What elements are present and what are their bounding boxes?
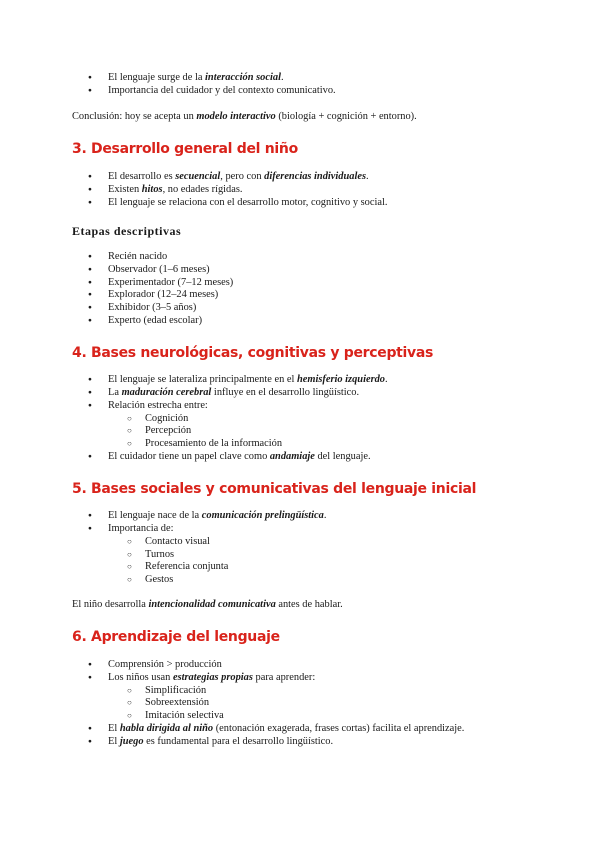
- list-item: ● Importancia de:: [108, 523, 174, 536]
- stage-item: ● Experimentador (7–12 meses): [108, 277, 233, 290]
- list-item: ● Comprensión > producción: [108, 659, 222, 672]
- stage-item: ● Exhibidor (3–5 años): [108, 302, 196, 315]
- list-item: ● El juego es fundamental para el desarrollo lingüístico.: [108, 736, 333, 749]
- section-5-paragraph: El niño desarrolla intencionalidad comunicativa antes de hablar.: [72, 599, 343, 610]
- stage-item: ● Recién nacido: [108, 251, 167, 264]
- section-4-heading: 4. Bases neurológicas, cognitivas y perceptivas: [72, 345, 434, 361]
- sub-list-item: ○ Gestos: [145, 574, 173, 587]
- sub-list-item: ○ Contacto visual: [145, 536, 210, 549]
- stage-item: ● Experto (edad escolar): [108, 315, 202, 328]
- list-item: ● Existen hitos, no edades rígidas.: [108, 184, 243, 197]
- sub-list-item: ○ Simplificación: [145, 685, 206, 698]
- section-6-heading: 6. Aprendizaje del lenguaje: [72, 629, 280, 645]
- list-item: ● El lenguaje surge de la interacción social.: [108, 72, 284, 85]
- list-item: ● El lenguaje se relaciona con el desarrollo motor, cognitivo y social.: [108, 197, 387, 210]
- sub-list-item: ○ Turnos: [145, 549, 174, 562]
- list-item: ● Importancia del cuidador y del contexto comunicativo.: [108, 85, 336, 98]
- section-3-heading: 3. Desarrollo general del niño: [72, 141, 298, 157]
- list-item: ● El cuidador tiene un papel clave como andamiaje del lenguaje.: [108, 451, 371, 464]
- list-item: ● El desarrollo es secuencial, pero con diferencias individuales.: [108, 171, 369, 184]
- list-item: ● Relación estrecha entre:: [108, 400, 208, 413]
- sub-list-item: ○ Procesamiento de la información: [145, 438, 282, 451]
- stage-item: ● Explorador (12–24 meses): [108, 289, 218, 302]
- list-item: ● El lenguaje nace de la comunicación prelingüística.: [108, 510, 326, 523]
- list-item: ● El habla dirigida al niño (entonación exagerada, frases cortas) facilita el aprendizaje.: [108, 723, 464, 736]
- list-item: ● Los niños usan estrategias propias para aprender:: [108, 672, 315, 685]
- section-5-heading: 5. Bases sociales y comunicativas del lenguaje inicial: [72, 481, 477, 497]
- conclusion-paragraph: Conclusión: hoy se acepta un modelo interactivo (biología + cognición + entorno).: [72, 111, 417, 122]
- stages-subheading: Etapas descriptivas: [72, 224, 182, 238]
- list-item: ● El lenguaje se lateraliza principalmente en el hemisferio izquierdo.: [108, 374, 388, 387]
- stage-item: ● Observador (1–6 meses): [108, 264, 210, 277]
- sub-list-item: ○ Referencia conjunta: [145, 561, 228, 574]
- sub-list-item: ○ Percepción: [145, 425, 191, 438]
- sub-list-item: ○ Imitación selectiva: [145, 710, 224, 723]
- sub-list-item: ○ Cognición: [145, 413, 188, 426]
- sub-list-item: ○ Sobreextensión: [145, 697, 209, 710]
- list-item: ● La maduración cerebral influye en el desarrollo lingüístico.: [108, 387, 359, 400]
